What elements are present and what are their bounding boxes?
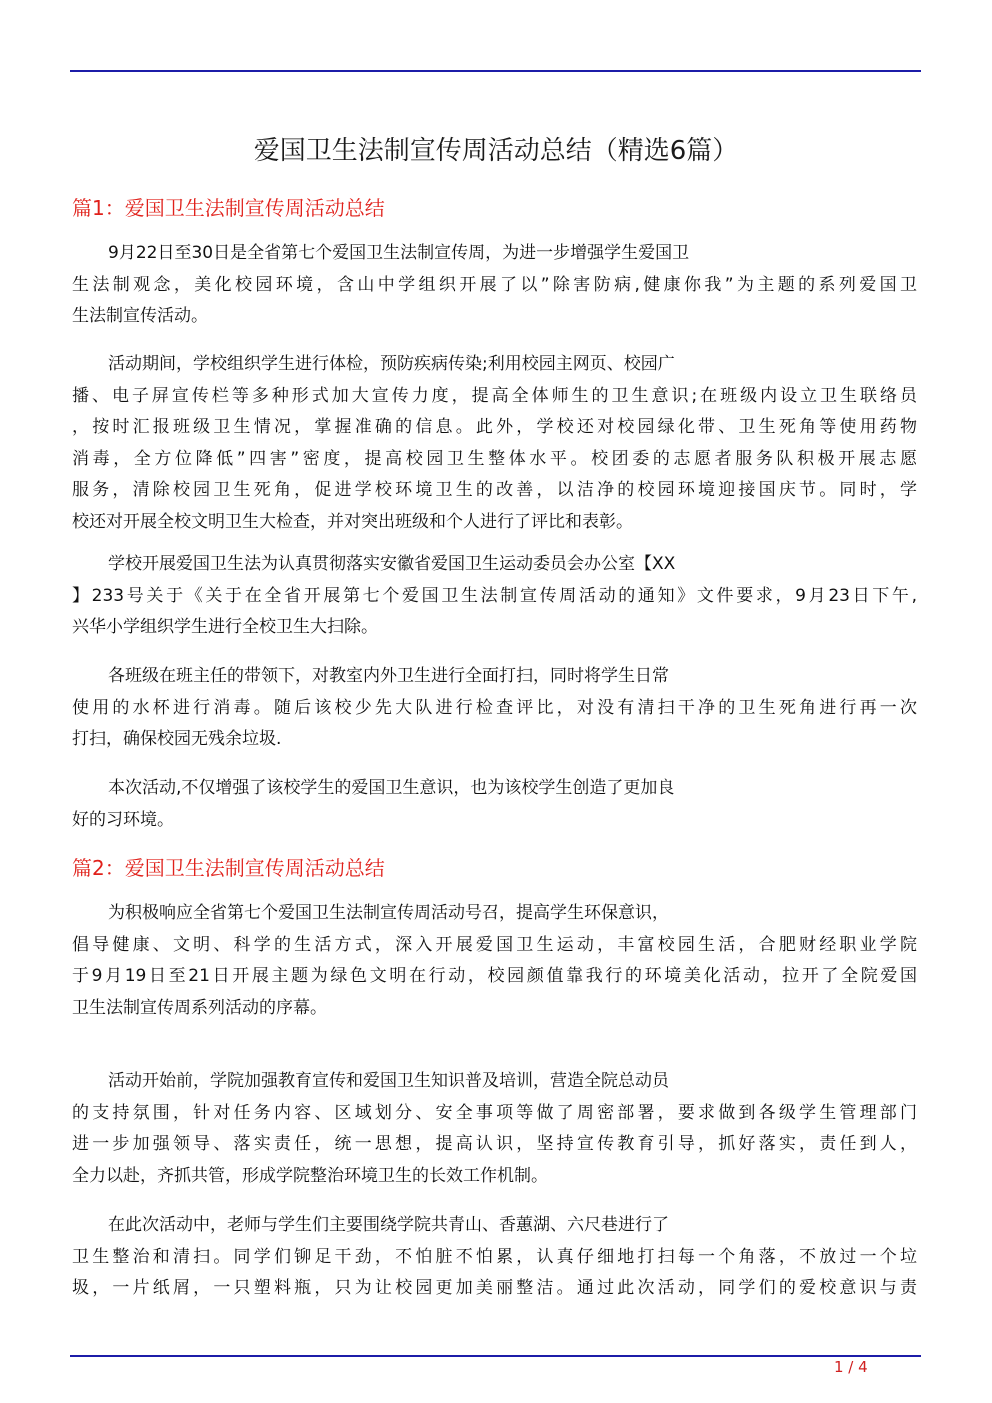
paragraph (72, 661, 917, 756)
paragraph-line: 生法制宣传活动。 (72, 306, 208, 326)
paragraph-line: 】233号关于《关于在全省开展第七个爱国卫生法制宣传周活动的通知》文件要求，9月23日下午, (72, 585, 917, 606)
paragraph-line: 在此次活动中，老师与学生们主要围绕学院共青山、香蕙湖、六尺巷进行了 (108, 1215, 669, 1235)
paragraph-line: 的支持氛围，针对任务内容、区域划分、安全事项等做了周密部署，要求做到各级学生管理部门 (72, 1102, 917, 1123)
paragraph-line: 进一步加强领导、落实责任，统一思想，提高认识，坚持宣传教育引导，抓好落实，责任到人， (72, 1134, 917, 1154)
document-title: 爱国卫生法制宣传周活动总结（精选6篇） (253, 136, 739, 166)
paragraph (72, 349, 917, 538)
paragraph (72, 549, 917, 644)
paragraph-line: 校还对开展全校文明卫生大检查，并对突出班级和个人进行了评比和表彰。 (72, 511, 633, 532)
paragraph-line: 圾，一片纸屑，一只塑料瓶，只为让校园更加美丽整洁。通过此次活动，同学们的爱校意识与责 (72, 1278, 917, 1298)
paragraph-line: 卫生整治和清扫。同学们铆足干劲，不怕脏不怕累，认真仔细地打扫每一个角落，不放过一个垃 (72, 1246, 917, 1267)
section-heading: 篇2：爱国卫生法制宣传周活动总结 (72, 856, 385, 880)
paragraph-line: 好的习环境。 (72, 809, 174, 830)
paragraph-line: 活动期间，学校组织学生进行体检，预防疾病传染;利用校园主网页、校园广 (108, 354, 675, 374)
paragraph-line: 打扫，确保校园无残余垃圾. (72, 729, 282, 749)
paragraph (72, 1210, 917, 1305)
page-number: 1 / 4 (834, 1358, 868, 1376)
paragraph-line: 服务，清除校园卫生死角，促进学校环境卫生的改善，以洁净的校园环境迎接国庆节。同时，学 (72, 480, 917, 500)
paragraph-line: 9月22日至30日是全省第七个爱国卫生法制宣传周，为进一步增强学生爱国卫 (108, 243, 690, 263)
paragraph (72, 898, 917, 1024)
paragraph-line: 本次活动,不仅增强了该校学生的爱国卫生意识，也为该校学生创造了更加良 (108, 778, 675, 798)
paragraph-line: 活动开始前，学院加强教育宣传和爱国卫生知识普及培训，营造全院总动员 (108, 1071, 669, 1091)
paragraph-line: 兴华小学组织学生进行全校卫生大扫除。 (72, 617, 378, 637)
paragraph-line: 消毒，全方位降低”四害”密度，提高校园卫生整体水平。校团委的志愿者服务队积极开展志愿 (72, 448, 917, 469)
paragraph (72, 1066, 917, 1192)
footer-rule (70, 1355, 921, 1357)
paragraph-line: 学校开展爱国卫生法为认真贯彻落实安徽省爱国卫生运动委员会办公室【XX (108, 554, 676, 574)
paragraph-line: 于9月19日至21日开展主题为绿色文明在行动，校园颜值靠我行的环境美化活动，拉开了全院爱国 (72, 966, 917, 986)
paragraph (72, 238, 917, 333)
paragraph-line: 为积极响应全省第七个爱国卫生法制宣传周活动号召，提高学生环保意识， (108, 903, 669, 923)
paragraph-line: 卫生法制宣传周系列活动的序幕。 (72, 997, 327, 1018)
paragraph-line: 倡导健康、文明、科学的生活方式，深入开展爱国卫生运动，丰富校园生活，合肥财经职业学院 (72, 934, 917, 955)
paragraph-line: ，按时汇报班级卫生情况，掌握准确的信息。此外，学校还对校园绿化带、卫生死角等使用药物 (72, 417, 917, 437)
paragraph-line: 各班级在班主任的带领下，对教室内外卫生进行全面打扫，同时将学生日常 (108, 666, 669, 686)
paragraph (72, 773, 917, 836)
paragraph-line: 使用的水杯进行消毒。随后该校少先大队进行检查评比，对没有清扫干净的卫生死角进行再一次 (72, 697, 917, 718)
paragraph-line: 生法制观念，美化校园环境，含山中学组织开展了以”除害防病,健康你我”为主题的系列爱国卫 (72, 274, 917, 295)
header-rule (70, 70, 921, 72)
section-heading: 篇1：爱国卫生法制宣传周活动总结 (72, 196, 385, 220)
paragraph-line: 播、电子屏宣传栏等多种形式加大宣传力度，提高全体师生的卫生意识;在班级内设立卫生联络员 (72, 385, 917, 406)
paragraph-line: 全力以赴，齐抓共管，形成学院整治环境卫生的长效工作机制。 (72, 1165, 548, 1186)
